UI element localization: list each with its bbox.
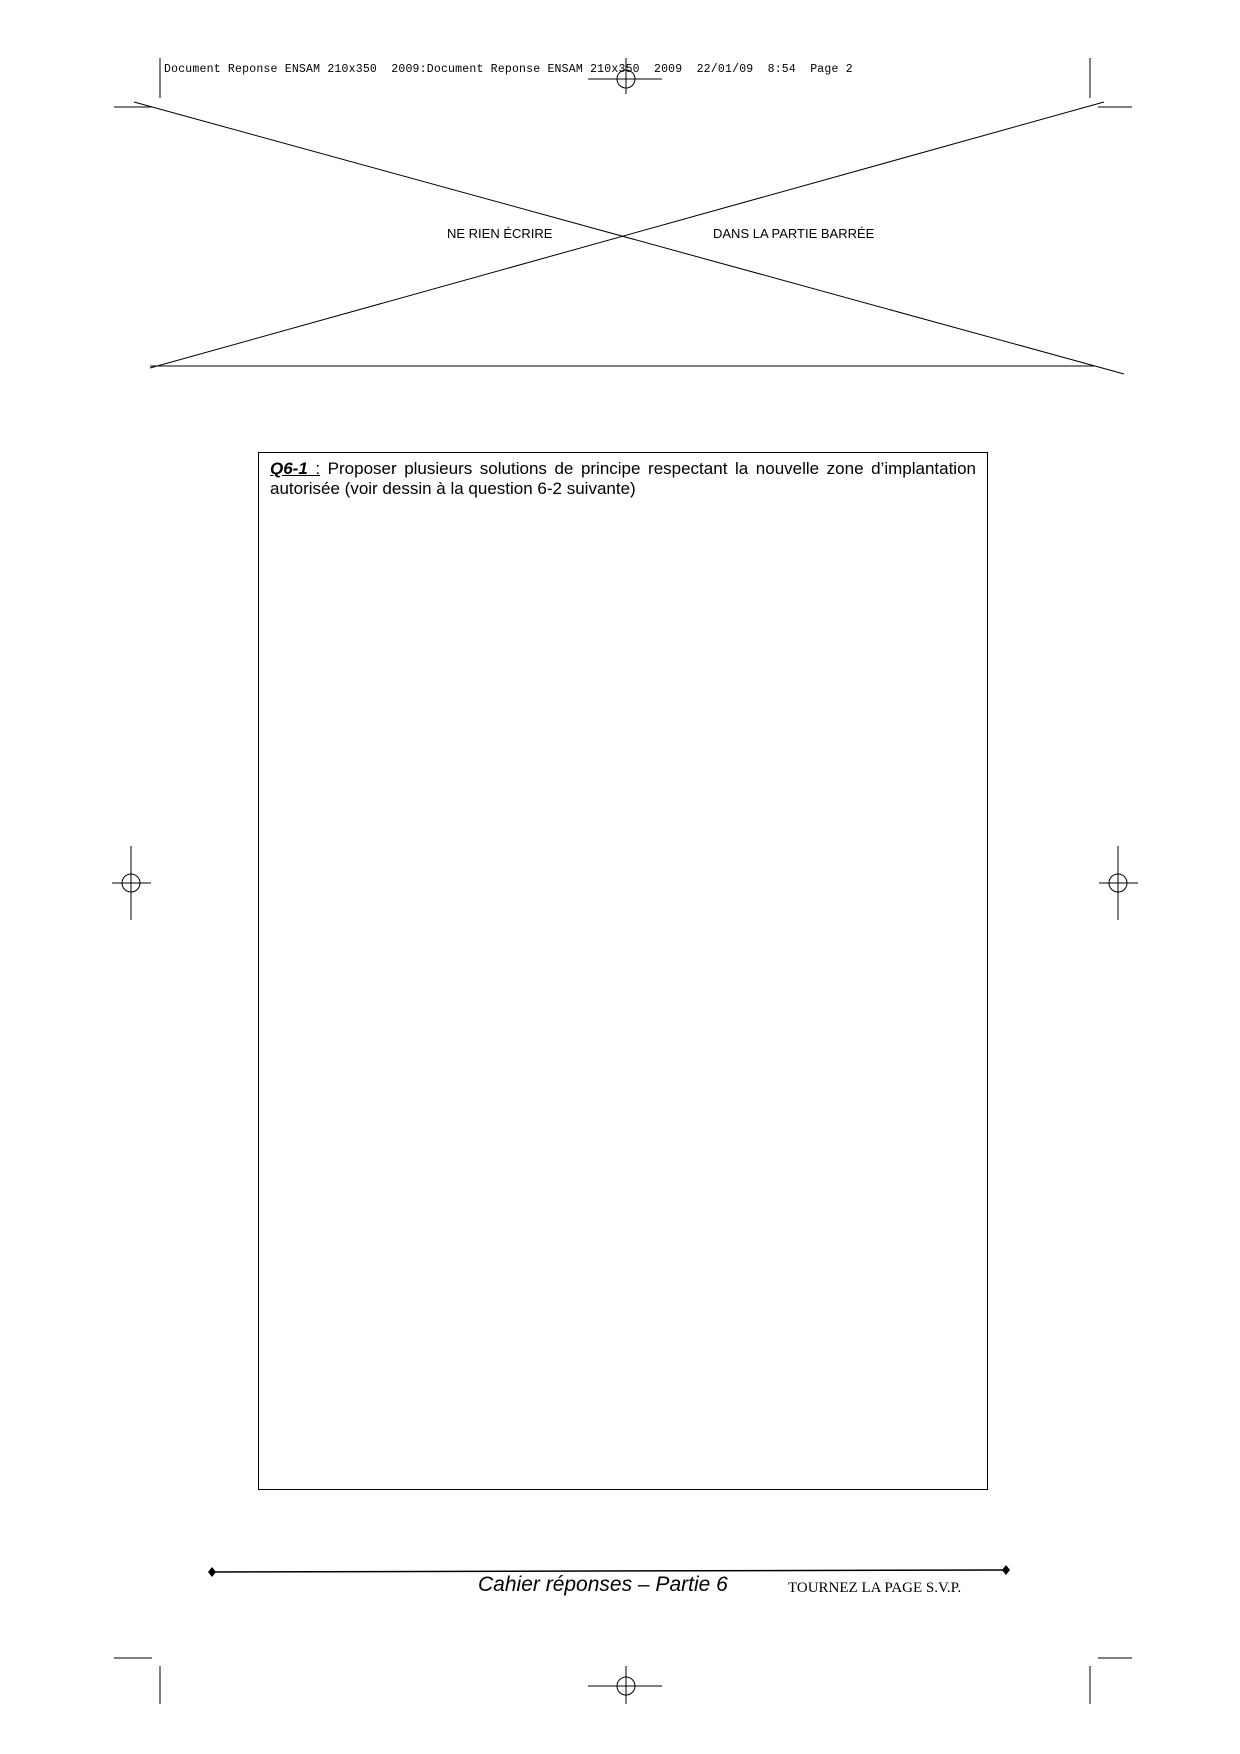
footer-rule xyxy=(212,1570,1006,1572)
registration-mark-left-icon xyxy=(112,846,151,920)
question-number: Q6-1 xyxy=(270,459,308,478)
slug-line: Document Reponse ENSAM 210x350 2009:Document Reponse ENSAM 210x350 2009 22/01/09 8:54 Page 2 xyxy=(164,63,853,76)
barred-zone-label-right: DANS LA PARTIE BARRÉE xyxy=(713,226,875,241)
footer-rule-right-diamond-icon xyxy=(1002,1565,1010,1575)
footer-rule-left-diamond-icon xyxy=(208,1567,216,1577)
question-body: Proposer plusieurs solutions de principe respectant la nouvelle zone d’implantation autorisée (voir dessin à la question 6-2 suivante) xyxy=(270,459,976,498)
barred-zone-cross xyxy=(134,102,1124,374)
question-text xyxy=(270,459,976,499)
footer-title: Cahier réponses – Partie 6 xyxy=(478,1573,728,1596)
answer-box[interactable] xyxy=(258,452,988,1490)
question-colon: : xyxy=(307,459,321,478)
registration-mark-right-icon xyxy=(1099,846,1138,920)
registration-mark-bottom-icon xyxy=(588,1666,662,1704)
barred-zone-label-left: NE RIEN ÉCRIRE xyxy=(447,226,553,241)
footer-turn-page: TOURNEZ LA PAGE S.V.P. xyxy=(788,1580,962,1596)
